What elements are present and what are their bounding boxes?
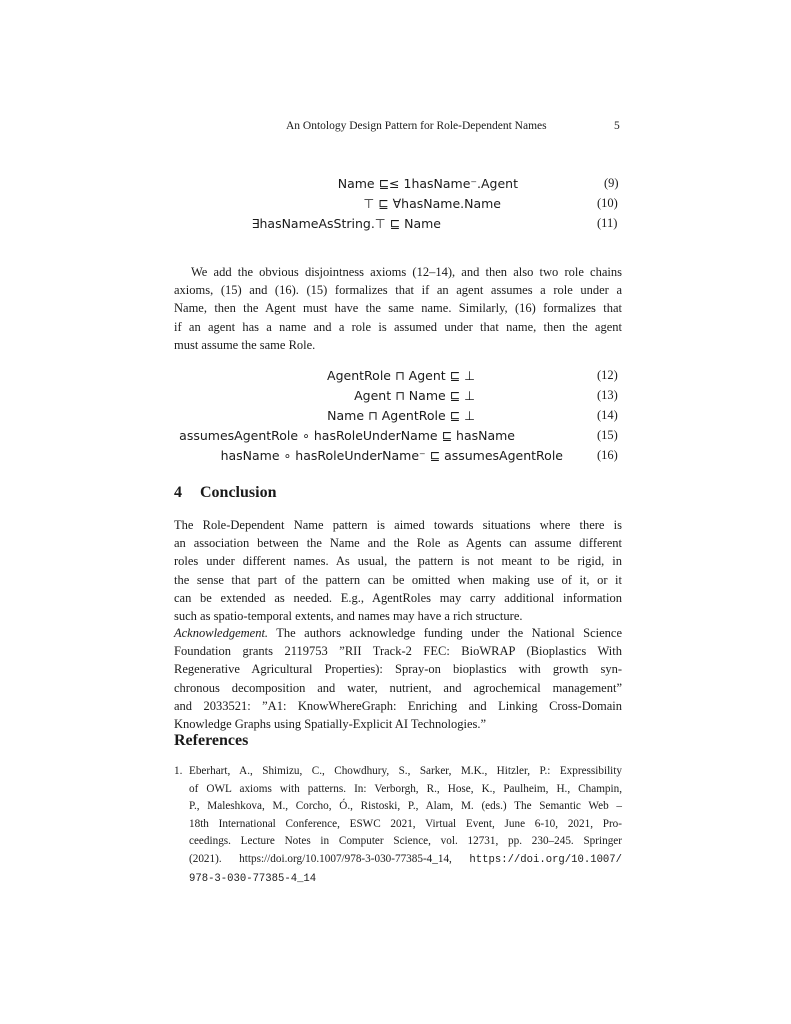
reference-doi-link[interactable]: https://doi.org/10.1007/ (469, 853, 622, 866)
conclusion-paragraph (174, 516, 622, 625)
text-line: an association between the Name and the Role as Agents can assume different (174, 536, 622, 551)
equation-number: (14) (597, 408, 618, 422)
equation-14 (170, 408, 475, 426)
text-line: must assume the same Role. (174, 337, 316, 352)
equation-text: AgentRole ⊓ Agent ⊑ ⊥ (327, 368, 475, 383)
text-line: if an agent has a name and a role is assumed under that name, then the agent (174, 319, 622, 334)
text-line: and 2033521: ”A1: KnowWhereGraph: Enriching and Linking Cross-Domain (174, 698, 622, 713)
text-line: The Role-Dependent Name pattern is aimed towards situations where there is (174, 518, 622, 532)
text-line: such as spatio-temporal extents, and names may have a rich structure. (174, 609, 523, 624)
acknowledgement-first-line: The authors acknowledge funding under the National Science (276, 626, 623, 640)
equation-text: ∃hasNameAsString.⊤ ⊑ Name (251, 216, 441, 231)
text-line: Foundation grants 2119753 ”RII Track-2 FEC: BioWRAP (Bioplastics With (174, 644, 622, 659)
text-line (189, 870, 622, 889)
text-line: We add the obvious disjointness axioms (12–14), and then also two role chains (191, 265, 622, 279)
body-paragraph (174, 263, 622, 354)
text-line: chronous decomposition and water, nutrient, and agrochemical management” (174, 680, 622, 695)
equation-text: assumesAgentRole ∘ hasRoleUnderName ⊑ hasName (179, 428, 515, 443)
text-line: Regenerative Agricultural Properties): Spray-on bioplastics with growth syn- (174, 662, 622, 677)
reference-doi-text: (2021). https://doi.org/10.1007/978-3-030-77385-4_14, (189, 852, 452, 865)
acknowledgement-paragraph (174, 624, 622, 733)
equation-16 (170, 448, 563, 466)
text-line: Knowledge Graphs using Spatially-Explicit AI Technologies.” (174, 717, 487, 732)
text-line (174, 624, 622, 642)
text-line: P., Maleshkova, M., Corcho, Ó., Ristoski, P., Alam, M. (eds.) The Semantic Web – (189, 800, 622, 813)
equation-9 (170, 176, 518, 194)
section-number: 4 (174, 484, 182, 501)
reference-doi-link-continued[interactable]: 978-3-030-77385-4_14 (189, 872, 317, 885)
equation-13 (170, 388, 475, 406)
reference-body (189, 763, 622, 888)
equation-15 (170, 428, 515, 446)
equation-number: (13) (597, 388, 618, 402)
text-line: 18th International Conference, ESWC 2021, Virtual Event, June 6-10, 2021, Pro- (189, 817, 622, 830)
equation-number: (9) (604, 176, 619, 190)
equation-12 (170, 368, 475, 386)
running-title: An Ontology Design Pattern for Role-Dependent Names (286, 120, 547, 132)
equation-text: Name ⊓ AgentRole ⊑ ⊥ (327, 408, 475, 423)
equation-text: ⊤ ⊑ ∀hasName.Name (363, 196, 501, 211)
page-number: 5 (614, 120, 620, 132)
text-line: can be extended as needed. E.g., AgentRoles may carry additional information (174, 590, 622, 605)
equation-number: (15) (597, 428, 618, 442)
text-line (189, 851, 622, 870)
equation-text: Agent ⊓ Name ⊑ ⊥ (354, 388, 475, 403)
text-line: of OWL axioms with patterns. In: Verborgh, R., Hose, K., Paulheim, H., Champin, (189, 782, 622, 795)
text-line: ceedings. Lecture Notes in Computer Science, vol. 12731, pp. 230–245. Springer (189, 835, 622, 848)
text-line: Eberhart, A., Shimizu, C., Chowdhury, S., Sarker, M.K., Hitzler, P.: Expressibility (189, 765, 622, 777)
references-heading: References (174, 732, 249, 749)
section-title: Conclusion (200, 484, 277, 501)
equation-number: (10) (597, 196, 618, 210)
acknowledgement-label: Acknowledgement. (174, 626, 269, 640)
equation-text: hasName ∘ hasRoleUnderName⁻ ⊑ assumesAgentRole (220, 448, 563, 463)
equation-number: (11) (597, 216, 618, 230)
text-line: Name, then the Agent must have the same name. Similarly, (16) formalizes that (174, 301, 622, 316)
equation-number: (12) (597, 368, 618, 382)
equation-10 (170, 196, 501, 214)
text-line: axioms, (15) and (16). (15) formalizes that if an agent assumes a role under a (174, 283, 622, 298)
equation-11 (170, 216, 441, 234)
equation-number: (16) (597, 448, 618, 462)
text-line: roles under different names. As usual, the pattern is not meant to be rigid, in (174, 554, 622, 569)
reference-number: 1. (174, 765, 183, 777)
text-line: the sense that part of the pattern can be omitted when making use of it, or it (174, 572, 622, 587)
section-heading (174, 484, 276, 502)
equation-text: Name ⊑≤ 1hasName⁻.Agent (337, 176, 518, 191)
